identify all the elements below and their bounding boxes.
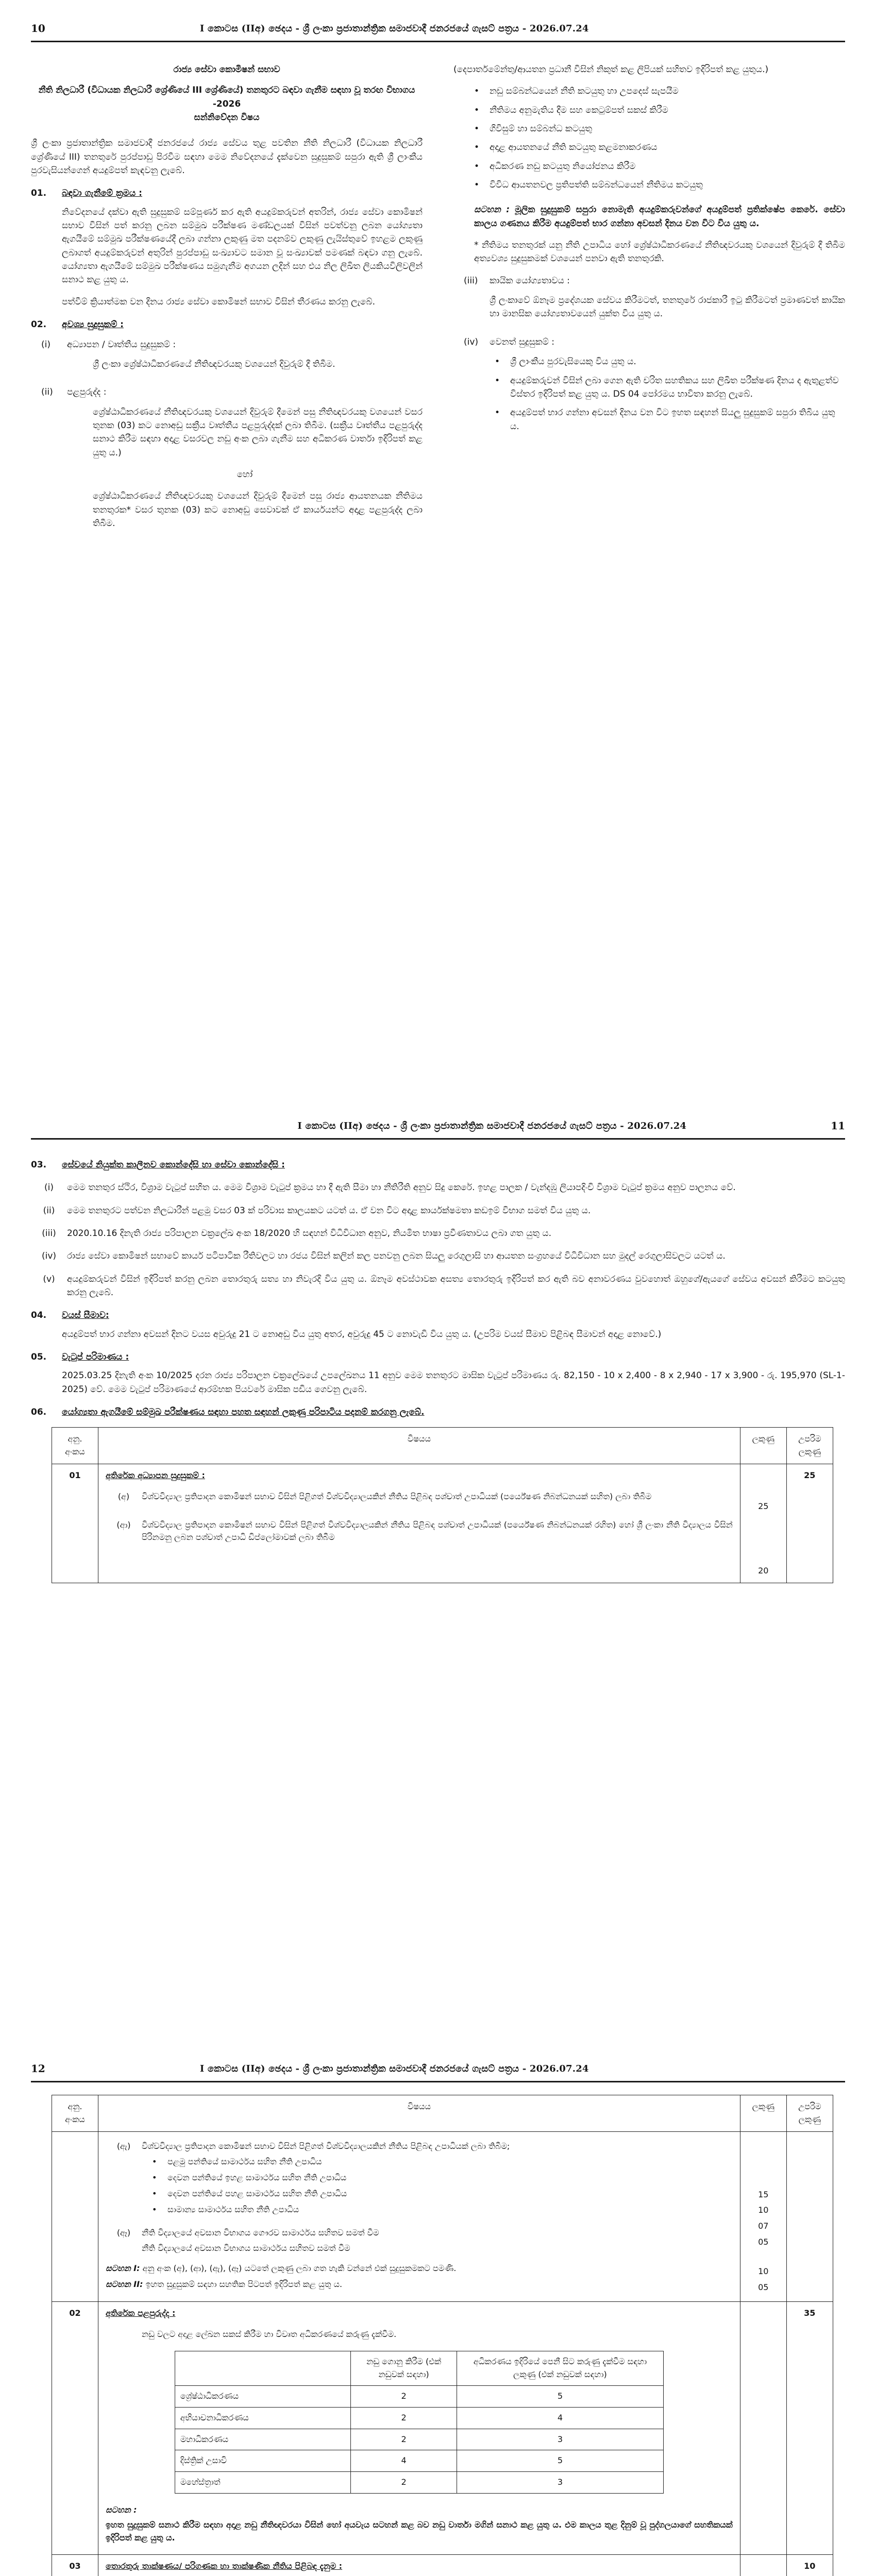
mark-value: 05 bbox=[758, 2236, 769, 2247]
table-row: 01 අතිරේක අධ්‍යාපන සුදුසුකම් : (අ) විශ්වවිද්‍යාල ප්‍රතිපාදන කොමිෂන් සභාව විසින් පිළිගත් විශ්වවිද්‍යාලයකින් නීතිය පිළිබඳ පශ්චාත් උපාධියක් (පර්යේෂණ නිබන්ධනයක් සහිත) ලබා තිබීම (ආ) විශ්වවිද්‍යාල ප්‍රතිපාදන කොමිෂන් සභාව විසින් පිළිගත් විශ්වවිද්‍යාලයකින් නීතිය පිළිබඳ පශ්චාත් උපාධියක් (පර්යේෂණ නිබන්ධනයක් රහිත) හෝ ශ්‍රී ලංකා නීති විද්‍යාලය විසින් පිරිනමනු ලබන පශ්චාත් උපාධි ඩිප්ලෝමාවක් ලබා තිබීම 25 20 25 bbox=[52, 1464, 833, 1583]
page-11 bbox=[31, 1118, 845, 2035]
section-05-heading: 05. වැටුප් පරිමාණය : bbox=[31, 1352, 129, 1363]
table-row: ශ්‍රේෂ්ඨාධිකරණය 2 5 bbox=[175, 2385, 663, 2407]
table-row: මහේස්ත්‍රාත් 2 3 bbox=[175, 2472, 663, 2494]
list-item: (iv) රාජ්‍ය සේවා කොමිෂන් සභාවේ කාර්ය පටිපාටික රීතිවලට හා රජය විසින් කලින් කල පනවනු ලබන සියලු රෙගුලාසි හා ආයතන සංග්‍රහයේ විධිවිධාන සහ මුදල් රෙගුලාසිවලට යටත් ය. bbox=[41, 1251, 726, 1262]
table-row: අභියාචනාධිකරණය 2 4 bbox=[175, 2407, 663, 2429]
page-number: 11 bbox=[831, 1120, 845, 1132]
section-02-i: (i) අධ්‍යාපන / වෘත්තීය සුදුසුකම් : ශ්‍රී ලංකා ශ්‍රේෂ්ඨාධිකරණයේ නීතිඥවරයකු වශයෙන් දිවුරුම් දී තිබීම. bbox=[41, 339, 335, 369]
table-row: 03 තොරතුරු තාක්ෂණය/ පරිගණක හා තාක්ෂණික නීතිය පිළිබඳ දැනුම : 10 bbox=[52, 2555, 833, 2576]
list-item: (ii) මෙම තනතුරට පත්වන නිලධාරීන් පළමු වසර 03 ක් පරිවාස කාලයකට යටත් ය. ඒ වන විට අදාළ කාර්යක්ෂමතා කඩඉම් විභාග සමත් විය යුතු ය. bbox=[43, 1205, 591, 1216]
physical-fitness: (iii) කායික යෝග්‍යතාවය : ශ්‍රී ලංකාවේ ඕනෑම ප්‍රදේශයක සේවය කිරීමටත්, තනතුරේ රාජකාරී ඉටු කිරීමටත් ප්‍රමාණවත් කායික හා මානසික යෝග්‍යතාවයෙන් යුක්ත විය යුතු ය. bbox=[464, 275, 845, 319]
page-header bbox=[31, 1118, 845, 1140]
mark-value: 07 bbox=[758, 2221, 769, 2231]
page-number: 12 bbox=[31, 2062, 45, 2075]
continuation-text: (දෙපාර්තමේන්තු/ආයතන ප්‍රධානී විසින් නිකුත් කළ ලිපියක් සහිතව ඉදිරිපත් කළ යුතුය.) bbox=[453, 64, 769, 75]
page-header bbox=[31, 21, 845, 42]
duty-bullet: • අධිකරණ නඩු කටයුතු නියෝජනය කිරීම bbox=[474, 161, 636, 172]
eligibility-note: සටහන : මූලික සුදුසුකම් සපුරා නොමැති අයදුම්කරුවන්ගේ අයදුම්පත් ප්‍රතික්ෂේප කෙරේ. සේවා කාලය ගණනය කිරීම අයදුම්පත් භාර ගන්නා අවසන් දිනය වන විට විය යුතු ය. bbox=[474, 205, 845, 229]
section-04-heading: 04. වයස් සීමාව: bbox=[31, 1310, 109, 1321]
duty-bullet: • නඩු සම්බන්ධයෙන් නීති කටයුතු හා උපදෙස් සැපයීම bbox=[474, 86, 679, 97]
duty-bullet: • නීතිමය අනුමැතිය දීම සහ කෙටුම්පත් සකස් කිරීම bbox=[474, 105, 668, 115]
exam-title: නීති නිලධාරී (විධායක නිලධාරී ශ්‍රේණියේ III ශ්‍රේණියේ) තනතුරට බඳවා ගැනීම සඳහා වූ තරඟ විභාගය -2026 සන්නිවේදන විෂය bbox=[38, 85, 415, 123]
right-column bbox=[453, 63, 845, 545]
section-02-heading: 02. අවශ්‍ය සුදුසුකම් : bbox=[31, 319, 124, 330]
col-header-marks: ලකුණු bbox=[740, 1428, 786, 1464]
list-item: (v) අයදුම්කරුවන් විසින් ඉදිරිපත් කරනු ලබන තොරතුරු සත්‍ය හා නිවැරදි විය යුතු ය. ඕනෑම අවස්ථාවක අසත්‍ය තොරතුරු ඉදිරිපත් කර ඇති බව අනාවරණය වුවහොත් ඔහුගේ/ඇයගේ සේවය අවසන් කිරීමට කටයුතු කරනු ලැබේ. bbox=[43, 1274, 845, 1298]
list-item: • දෙවන පන්තියේ ඉහළ සාමාර්ථය සහිත නීති උපාධිය bbox=[152, 2173, 347, 2183]
list-item: • දෙවන පන්තියේ පහළ සාමාර්ථය සහිත නීති උපාධිය bbox=[152, 2188, 347, 2198]
list-item: • පළමු පන්තියේ සාමාර්ථය සහිත නීති උපාධිය bbox=[152, 2157, 322, 2167]
other-qualifications: (iv) වෙනත් සුදුසුකම් : • ශ්‍රී ලාංකීය පුරවැසියෙකු විය යුතු ය. • අයදුම්කරුවන් විසින් ලබා ගෙන ඇති චරිත සහතිකය සහ ලිඛිත පරීක්ෂණ දිනය ද ඇතුළත්ව විස්තර ඉදිරිපත් කළ යුතු ය. DS 04 පෝරමය භාවිතා කරනු ලැබේ. • අයදුම්පත් භාර ගන්නා අවසන් දිනය වන විට ඉහත සඳහන් සියලු සුදුසුකම් සපුරා තිබිය යුතු ය. bbox=[464, 336, 839, 432]
section-01-para-2: පත්වීම් ක්‍රියාත්මක වන දිනය රාජ්‍ය සේවා කොමිෂන් සභාව විසින් තීරණය කරනු ලැබේ. bbox=[62, 296, 375, 307]
table-row: (ඇ) විශ්වවිද්‍යාල ප්‍රතිපාදන කොමිෂන් සභාව විසින් පිළිගත් විශ්වවිද්‍යාලයකින් නීතිය පිළිබඳ උපාධියක් ලබා තිබීම; • පළමු පන්තියේ සාමාර්ථය සහිත නීති උපාධිය • දෙවන පන්තියේ ඉහළ සාමාර්ථය සහිත නීති උපාධිය • දෙවන පන්තියේ පහළ සාමාර්ථය සහිත නීති උපාධිය • සාමාන්‍ය සාමාර්ථය සහිත නීති උපාධිය (ඈ) නීති විද්‍යාලයේ අවසාන විභාගය ගෞරව සාමාර්ථය සහිතව සමත් වීම නීති විද්‍යාලයේ අවසාන විභාගය සාමාර්ථය සහිතව සමත් වීම සටහන I: අනු අංක (අ), (ආ), (ඇ), (ඈ) යටතේ ලකුණු ලබා ගත හැකි වන්නේ එක් සුදුසුකමකට පමණි. සටහන II: ඉහත සුදුසුකම් සඳහා සහතික පිටපත් ඉදිරිපත් කළ යුතු ය. 15 10 07 05 10 05 bbox=[52, 2131, 833, 2301]
left-column bbox=[31, 63, 423, 545]
case-marks-table: නඩු ගොනු කිරීම (එක් නඩුවක් සඳහා) අධිකරණය ඉදිරියේ පෙනී සිට කරුණු දැක්වීම සඳහා ලකුණු (එක් නඩුවක් සඳහා) ශ්‍රේෂ්ඨාධිකරණය 2 5 අභියාචනාධිකරණය 2 4 මහාධිකරණය 2 3 දිස්ත්‍රික් උසාවි 4 5 මහේස්ත්‍රාත් 2 3 bbox=[175, 2351, 664, 2494]
list-item: (iii) 2020.10.16 දිනැති රාජ්‍ය පරිපාලන චක්‍රලේඛ අංක 18/2020 හි සඳහන් විධිවිධාන අනුව, නියමිත භාෂා ප්‍රවීණතාවය ලබා ගත යුතු ය. bbox=[42, 1228, 552, 1239]
gazette-header-title: I කොටස (IIඅ) ඡෙදය - ශ්‍රී ලංකා ප්‍රජාතාන්ත්‍රික සමාජවාදී ජනරජයේ ගැසට් පත්‍රය - 2026.07.24 bbox=[199, 23, 589, 34]
list-item: • සාමාන්‍ය සාමාර්ථය සහිත නීති උපාධිය bbox=[152, 2204, 299, 2214]
col-header-no: අනු. අංකය bbox=[52, 1428, 98, 1464]
col-header-subject: විෂයය bbox=[98, 1428, 740, 1464]
section-06-heading: 06. යෝග්‍යතා ඇගයීමේ සම්මුඛ පරීක්ෂණය සඳහා පහත සඳහන් ලකුණු පරිපාටිය පදනම් කරගනු ලැබේ. bbox=[31, 1407, 425, 1418]
mark-value: 15 bbox=[758, 2189, 769, 2199]
legal-post-footnote: * නීතිමය තනතුරක් යනු නීති උපාධිය හෝ ශ්‍රේෂ්ඨාධිකරණයේ නීතිඥවරයකු වශයෙන් දිවුරුම් දී තිබීම අත්‍යවශ්‍ය සුදුසුකමක් වශයෙන් පනවා ඇති තනතුරකි. bbox=[474, 240, 845, 264]
duty-bullet: • විවිධ ආයතනවල ප්‍රතිපත්ති සම්බන්ධයෙන් නීතිමය කටයුතු bbox=[474, 180, 703, 191]
table-row: දිස්ත්‍රික් උසාවි 4 5 bbox=[175, 2450, 663, 2472]
duty-bullet: • ගිවිසුම් හා සම්බන්ධ කටයුතු bbox=[474, 124, 593, 134]
section-01-para-1: නිවේදනයේ දක්වා ඇති සුදුසුකම් සම්පූර්ණ කර ඇති අයදුම්කරුවන් අතරින්, රාජ්‍ය සේවා කොමිෂන් සභාව විසින් පත් කරනු ලබන සම්මුඛ පරීක්ෂණ මණ්ඩලයක් විසින් පවත්වනු ලබන යෝග්‍යතා ඇගයීමේ සම්මුඛ පරීක්ෂණයේදී ලබා ගන්නා ලකුණු මත පදනම්ව ලකුණු ලැයිස්තුවේ ඉහළම ලකුණු ලබාගත් අයදුම්කරුවන් අතුරින් පුරප්පාඩු සංඛ්‍යාවට සමාන වූ සංඛ්‍යාවක් පමණක් බඳවා ගනු ලැබේ. යෝග්‍යතා ඇගයීමේ සම්මුඛ පරීක්ෂණය සමුගැනීම අගයන ලදින් සහ එය නිල ලිඛිත ලියකියවිලිවලින් සනාථ කළ යුතු ය. bbox=[62, 207, 423, 285]
salary-scale-text: 2025.03.25 දිනැති අංක 10/2025 දරන රාජ්‍ය පරිපාලන චක්‍රලේඛයේ උපලේඛනය 11 අනුව මෙම තනතුරට මාසික වැටුප් පරිමාණය රු. 82,150 - 10 x 2,400 - 8 x 2,940 - 17 x 3,900 - රු. 195,970 (SL-1-2025) වේ. මෙම වැටුප් පරිමාණයේ ආරම්භක පියවරේ මාසික පඩිය ගෙවනු ලැබේ. bbox=[62, 1370, 845, 1395]
section-03-heading: 03. සේවයේ නියුක්ත කාලීනව කොන්දේසි හා සේවා කොන්දේසි : bbox=[31, 1160, 285, 1170]
section-01-heading: 01. බඳවා ගැනීමේ ක්‍රමය : bbox=[31, 188, 142, 199]
section-02-ii: (ii) පළපුරුද්ද : ශ්‍රේෂ්ඨාධිකරණයේ නීතිඥවරයකු වශයෙන් දිවුරුම් දීමෙන් පසු නීතිඥවරයකු වශයෙන් වසර තුනක (03) කට නොඅඩු සක්‍රීය වෘත්තීය පළපුරුද්දක් ලබා තිබීම. (සක්‍රීය වෘත්තීය පළපුරුද්ද සනාථ කිරීම සඳහා අදාළ වසරවල නඩු අංක ලබා ගැනීම සහ අධිකරණ වාර්තා ඉදිරිපත් කළ යුතු ය.) හෝ ශ්‍රේෂ්ඨාධිකරණයේ නීතිඥවරයකු වශයෙන් දිවුරුම් දීමෙන් පසු රාජ්‍ය ආයතනයක නීතිමය තනතුරක* වසර තුනක (03) කට නොඅඩු සෙවාවක් ඒ කාර්යයන්ට අදාළ පළපුරුද්ද ලබා තිබීම. bbox=[41, 387, 423, 529]
page-number: 10 bbox=[31, 22, 45, 35]
degree-class-list bbox=[106, 2156, 733, 2216]
intro-paragraph: ශ්‍රී ලංකා ප්‍රජාතාන්ත්‍රික සමාජවාදී ජනරජයේ රාජ්‍ය සේවය තුළ පවතින නීති නිලධාරී (විධායක නිලධාරී ශ්‍රේණියේ III) තනතුරේ පුරප්පාඩු පිරවීම සඳහා මෙම නිවේදනයේ දැක්වෙන සුදුසුකම් සපුරා ඇති ශ්‍රී ලාංකීය පුරවැසියන්ගෙන් අයදුම්පත් කැඳවනු ලැබේ. bbox=[31, 138, 423, 176]
table-row: 02 අතිරේක පළපුරුද්ද : නඩු වලට අදාළ ලේඛන සකස් කිරීම හා විවෘත අධිකරණයේ කරුණු දැක්වීම. නඩු ගොනු කිරීම (එක් නඩුවක් සඳහා) අධිකරණය ඉදිරියේ පෙනී සිට කරුණු දැක්වීම සඳහා ලකුණු (එක් නඩුවක් සඳහා) ශ්‍රේෂ්ඨාධිකරණය 2 5 අභියාචනාධිකරණය 2 4 මහාධිකරණය 2 3 දිස්ත්‍රික් උසාවි 4 5 මහේස්ත්‍රාත් 2 3 සටහන : ඉහත සුදුසුකම් සනාථ කිරීම සඳහා අදාළ නඩු නීතිඥවරයා විසින් හෝ අයවැය සටහන් කළ බව නඩු වාර්තා මගින් සනාථ කළ යුතු ය. එම කාලය තුළ දිනුම් වූ පුද්ගලයාගේ සහතිකයක් ඉදිරිපත් කළ යුතු ය. 35 bbox=[52, 2301, 833, 2555]
table-row: මහාධිකරණය 2 3 bbox=[175, 2429, 663, 2450]
page-header bbox=[31, 2061, 845, 2082]
list-item: (i) මෙම තනතුර ස්ථිර, විශ්‍රාම වැටුප් සහිත ය. මෙම විශ්‍රාම වැටුප් ක්‍රමය හා දී ඇති සීමා හා නීතිරීති අනුව සිදු කෙරේ. ඉහළ පාලක / වැන්දඹු ලියාපදිංචි විශ්‍රාම වැටුප් ක්‍රමය අනුව පාලනය වේ. bbox=[44, 1182, 736, 1193]
col-header-max: උපරිම ලකුණු bbox=[786, 1428, 833, 1464]
marking-scheme-table bbox=[52, 1427, 833, 1583]
service-conditions-list bbox=[31, 1181, 845, 1299]
mark-value: 10 bbox=[758, 2205, 769, 2215]
commission-title: රාජ්‍ය සේවා කොමිෂන් සභාව bbox=[173, 64, 280, 75]
gazette-header-title: I කොටස (IIඅ) ඡෙදය - ශ්‍රී ලංකා ප්‍රජාතාන්ත්‍රික සමාජවාදී ජනරජයේ ගැසට් පත්‍රය - 2026.07.24 bbox=[297, 1120, 687, 1131]
page-12 bbox=[31, 2061, 845, 2576]
age-limit-text: අයදුම්පත් භාර ගන්නා අවසන් දිනට වයස අවුරුදු 21 ට නොඅඩු විය යුතු අතර, අවුරුදු 45 ට නොවැඩි විය යුතු ය. (උපරිම වයස් සීමාව පිළිබඳ සීමාවන් අදාළ නොවේ.) bbox=[62, 1329, 662, 1340]
page-10 bbox=[31, 21, 845, 1092]
marking-scheme-table-continued: අනු. අංකය විෂයය ලකුණු උපරිම ලකුණු (ඇ) විශ්වවිද්‍යාල ප්‍රතිපාදන කොමිෂන් සභාව විසින් පිළිගත් විශ්වවිද්‍යාලයකින් නීතිය පිළිබඳ උපාධියක් ලබා තිබීම; • පළමු පන්තියේ සාමාර්ථය සහිත නීති උපාධිය • දෙවන පන්තියේ ඉහළ සාමාර්ථය සහිත නීති උපාධිය • දෙවන පන්තියේ පහළ සාමාර්ථය සහිත නීති උපාධිය • සාමාන්‍ය සාමාර්ථය සහිත නීති උපාධිය (ඈ) නීති විද්‍යාලයේ අවසාන විභාගය ගෞරව සාමාර්ථය සහිතව සමත් වීම නීති විද්‍යාලයේ අවසාන විභාගය සාමාර්ථය සහිතව සමත් වීම සටහන I: අනු අංක (අ), (ආ), (ඇ), (ඈ) යටතේ ලකුණු ලබා ගත හැකි වන්නේ එක් සුදුසුකමකට පමණි. සටහන II: ඉහත සුදුසුකම් සඳහා සහතික පිටපත් ඉදිරිපත් කළ යුතු ය. 15 10 07 05 10 05 02 අතිරේක පළපුරුද්ද : නඩු වලට අදාළ ලේඛන සකස් කිරීම හා විවෘත අධිකරණයේ කරුණු දැක්වීම. නඩු ගොනු කිරීම (එක් නඩුවක් සඳහා) අධිකරණය ඉදිරියේ පෙනී සිට කරුණු දැක්වීම සඳහා ලකුණු (එක් නඩුවක් සඳහා) ශ්‍රේෂ්ඨාධිකරණය 2 5 අභියාචනාධිකරණය 2 4 මහාධිකරණය 2 3 දිස්ත්‍රික් උසාවි 4 5 මහේස්ත්‍රාත් 2 3 සටහන : ඉහත සුදුසුකම් සනාථ කිරීම සඳහා අදාළ නඩු නීතිඥවරයා විසින් හෝ අයවැය සටහන් කළ බව නඩු වාර්තා මගින් සනාථ කළ යුතු ය. එම කාලය තුළ දිනුම් වූ පුද්ගලයාගේ සහතිකයක් ඉදිරිපත් කළ යුතු ය. 35 03 තොරතුරු තාක්ෂණය/ පරිගණක හා තාක්ෂණික නීතිය පිළිබඳ දැනුම : 10 bbox=[52, 2095, 833, 2576]
gazette-header-title: I කොටස (IIඅ) ඡෙදය - ශ්‍රී ලංකා ප්‍රජාතාන්ත්‍රික සමාජවාදී ජනරජයේ ගැසට් පත්‍රය - 2026.07.24 bbox=[199, 2063, 589, 2074]
duty-bullet: • අදාළ ආයතනයේ නීති කටයුතු කළමනාකරණය bbox=[474, 142, 658, 153]
